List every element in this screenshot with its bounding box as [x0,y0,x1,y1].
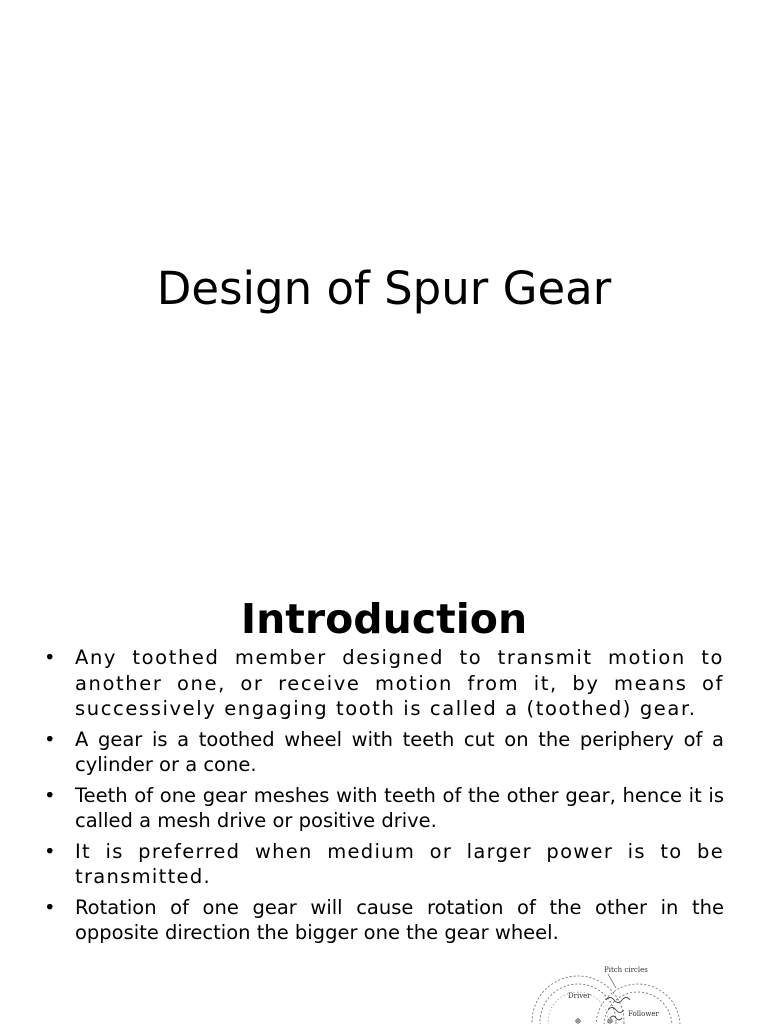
bullet-icon: • [44,727,56,751]
bullet-icon: • [44,895,56,919]
bullet-text: Any toothed member designed to transmit motion to another one, or receive motion from it, by means of successively engaging tooth is called a (toothed) gear. [75,646,724,720]
bullet-text: A gear is a toothed wheel with teeth cut on the periphery of a cylinder or a cone. [75,727,724,776]
gear-diagram-icon [528,960,688,1024]
bullet-item [42,839,724,890]
meshing-teeth-middle [608,1008,624,1013]
follower-label: Follower [628,1010,659,1018]
slide-title: Design of Spur Gear [156,262,612,315]
bullet-item [42,645,724,722]
introduction-bullet-list [42,645,724,951]
bullet-item [42,783,724,834]
gear-pitch-circles-figure [528,960,688,1024]
driver-pitch-circle [540,984,616,1024]
pitch-circles-leader [608,974,616,988]
bullet-icon: • [44,646,56,669]
driver-label: Driver [568,992,591,1000]
bullet-item [42,895,724,946]
bullet-icon: • [44,839,56,863]
bullet-text: It is preferred when medium or larger power is to be transmitted. [75,839,724,888]
follower-outer-circle [596,984,680,1024]
introduction-heading: Introduction [240,595,528,643]
pitch-circles-label: Pitch circles [604,966,648,974]
bullet-icon: • [44,783,56,807]
bullet-text: Teeth of one gear meshes with teeth of the other gear, hence it is called a mesh drive or positive drive. [75,783,724,832]
bullet-text: Rotation of one gear will cause rotation of the other in the opposite direction the bigger one the gear wheel. [75,895,724,944]
bullet-item [42,727,724,778]
driver-outer-circle [532,976,624,1024]
